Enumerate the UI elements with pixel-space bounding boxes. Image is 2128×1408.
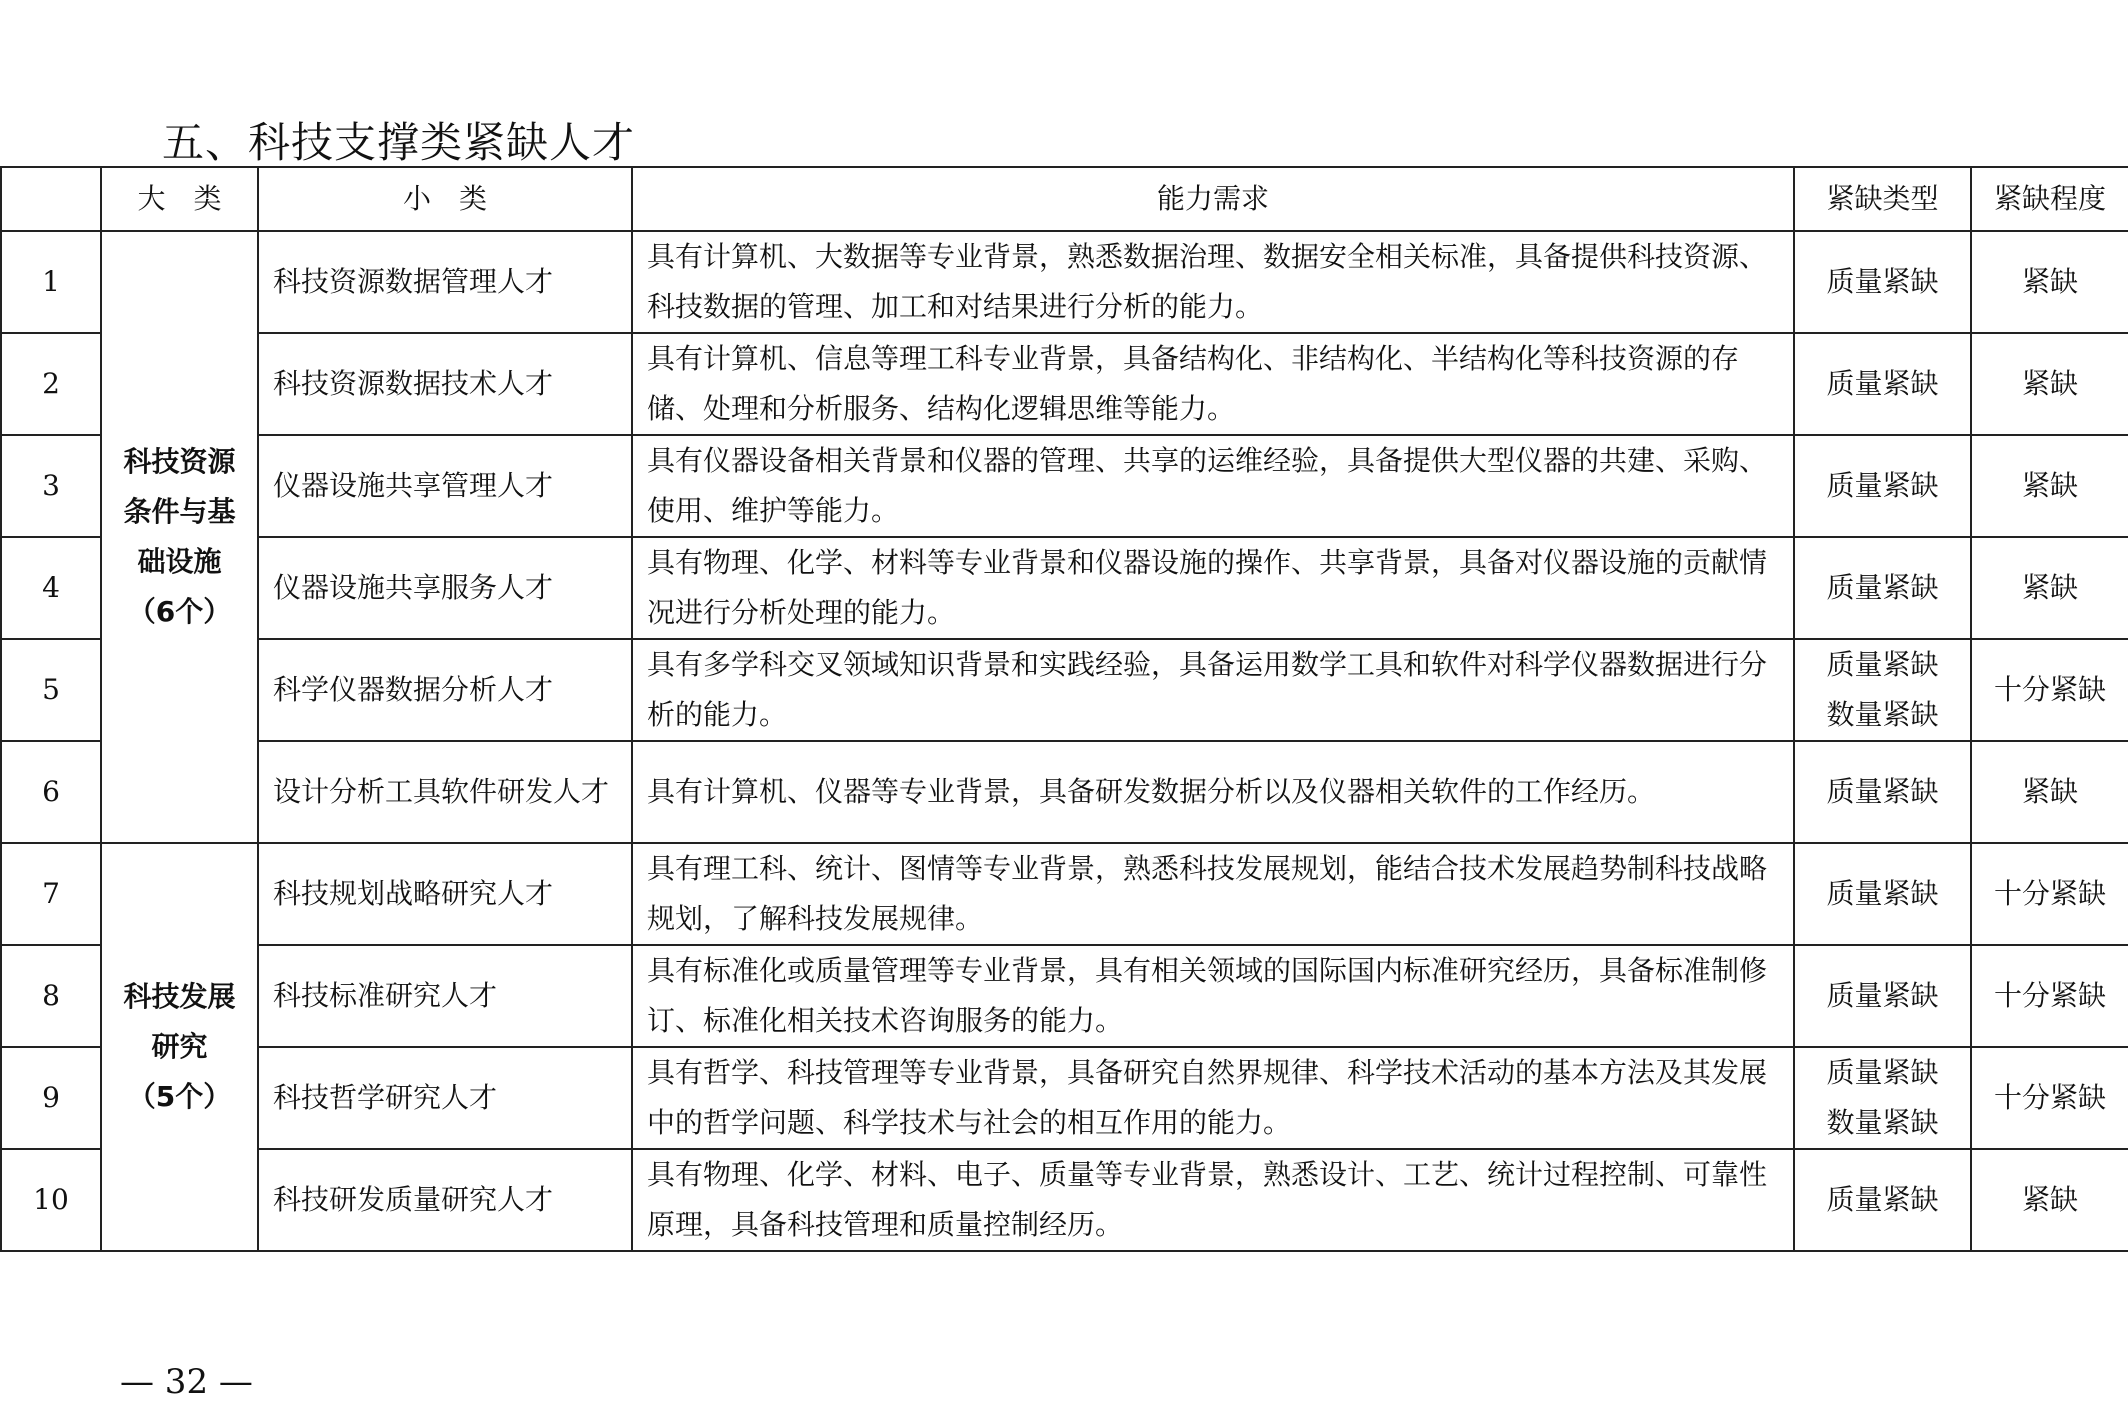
- shortage-type-cell: [1794, 1047, 1971, 1149]
- table-row: [1, 333, 2128, 435]
- shortage-type-label: 数量紧缺: [1826, 1106, 1939, 1139]
- requirement-cell: 具有物理、化学、材料、电子、质量等专业背景，熟悉设计、工艺、统计过程控制、可靠性原理，具备科技管理和质量控制经历。: [632, 1149, 1794, 1251]
- row-number: 8: [1, 945, 101, 1047]
- row-number: 1: [1, 231, 101, 333]
- row-number: 3: [1, 435, 101, 537]
- shortage-type-label: 质量紧缺: [1826, 877, 1939, 910]
- section-title: 五、科技支撑类紧缺人才: [162, 118, 636, 167]
- subcategory-cell: 科学仪器数据分析人才: [258, 639, 632, 741]
- requirement-cell: 具有物理、化学、材料等专业背景和仪器设施的操作、共享背景，具备对仪器设施的贡献情况进行分析处理的能力。: [632, 537, 1794, 639]
- shortage-type-label: 质量紧缺: [1826, 1183, 1939, 1216]
- category-cell: [101, 231, 258, 843]
- table-body: [1, 231, 2128, 1251]
- table-row: [1, 1149, 2128, 1251]
- shortage-type-label: 数量紧缺: [1826, 698, 1939, 731]
- table-row: [1, 1047, 2128, 1149]
- category-cell: [101, 843, 258, 1251]
- shortage-type-label: 质量紧缺: [1826, 571, 1939, 604]
- subcategory-cell: 科技资源数据管理人才: [258, 231, 632, 333]
- header-shortage-level: 紧缺程度: [1971, 167, 2128, 231]
- header-shortage-type: 紧缺类型: [1794, 167, 1971, 231]
- header-requirement: 能力需求: [632, 167, 1794, 231]
- shortage-type-cell: [1794, 1149, 1971, 1251]
- category-line: 础设施: [137, 545, 222, 578]
- requirement-cell: 具有仪器设备相关背景和仪器的管理、共享的运维经验，具备提供大型仪器的共建、采购、使用、维护等能力。: [632, 435, 1794, 537]
- subcategory-cell: 科技研发质量研究人才: [258, 1149, 632, 1251]
- subcategory-cell: 科技资源数据技术人才: [258, 333, 632, 435]
- shortage-level-cell: 紧缺: [1971, 537, 2128, 639]
- shortage-level-cell: 十分紧缺: [1971, 1047, 2128, 1149]
- requirement-cell: 具有哲学、科技管理等专业背景，具备研究自然界规律、科学技术活动的基本方法及其发展中的哲学问题、科学技术与社会的相互作用的能力。: [632, 1047, 1794, 1149]
- header-subcategory: 小 类: [258, 167, 632, 231]
- table-row: [1, 945, 2128, 1047]
- subcategory-cell: 设计分析工具软件研发人才: [258, 741, 632, 843]
- subcategory-cell: 科技规划战略研究人才: [258, 843, 632, 945]
- row-number: 10: [1, 1149, 101, 1251]
- shortage-level-cell: 十分紧缺: [1971, 639, 2128, 741]
- row-number: 4: [1, 537, 101, 639]
- row-number: 5: [1, 639, 101, 741]
- requirement-cell: 具有计算机、仪器等专业背景，具备研发数据分析以及仪器相关软件的工作经历。: [632, 741, 1794, 843]
- table-row: [1, 435, 2128, 537]
- shortage-level-cell: 紧缺: [1971, 1149, 2128, 1251]
- shortage-type-label: 质量紧缺: [1826, 648, 1939, 681]
- shortage-type-cell: [1794, 231, 1971, 333]
- requirement-cell: 具有计算机、大数据等专业背景，熟悉数据治理、数据安全相关标准，具备提供科技资源、科技数据的管理、加工和对结果进行分析的能力。: [632, 231, 1794, 333]
- table-row: [1, 537, 2128, 639]
- shortage-type-cell: [1794, 333, 1971, 435]
- shortage-level-cell: 紧缺: [1971, 333, 2128, 435]
- page-number: — 32 —: [120, 1362, 253, 1402]
- category-line: （6个）: [127, 595, 232, 628]
- shortage-level-cell: 十分紧缺: [1971, 945, 2128, 1047]
- subcategory-cell: 科技哲学研究人才: [258, 1047, 632, 1149]
- shortage-type-cell: [1794, 639, 1971, 741]
- category-line: 科技资源: [123, 445, 236, 478]
- shortage-level-cell: 紧缺: [1971, 435, 2128, 537]
- shortage-type-label: 质量紧缺: [1826, 979, 1939, 1012]
- shortage-type-cell: [1794, 537, 1971, 639]
- shortage-type-cell: [1794, 843, 1971, 945]
- header-category: 大 类: [101, 167, 258, 231]
- shortage-type-cell: [1794, 945, 1971, 1047]
- header-no: [1, 167, 101, 231]
- shortage-level-cell: 紧缺: [1971, 741, 2128, 843]
- shortage-type-label: 质量紧缺: [1826, 1056, 1939, 1089]
- shortage-type-cell: [1794, 741, 1971, 843]
- row-number: 2: [1, 333, 101, 435]
- shortage-level-cell: 紧缺: [1971, 231, 2128, 333]
- requirement-cell: 具有理工科、统计、图情等专业背景，熟悉科技发展规划，能结合技术发展趋势制科技战略规划，了解科技发展规律。: [632, 843, 1794, 945]
- row-number: 9: [1, 1047, 101, 1149]
- requirement-cell: 具有计算机、信息等理工科专业背景，具备结构化、非结构化、半结构化等科技资源的存储、处理和分析服务、结构化逻辑思维等能力。: [632, 333, 1794, 435]
- row-number: 7: [1, 843, 101, 945]
- table-row: [1, 231, 2128, 333]
- talent-table: [0, 166, 2128, 1252]
- table-row: [1, 843, 2128, 945]
- shortage-type-label: 质量紧缺: [1826, 469, 1939, 502]
- table-row: [1, 639, 2128, 741]
- row-number: 6: [1, 741, 101, 843]
- header-row: [1, 167, 2128, 231]
- category-line: （5个）: [127, 1080, 232, 1113]
- shortage-type-label: 质量紧缺: [1826, 775, 1939, 808]
- subcategory-cell: 仪器设施共享服务人才: [258, 537, 632, 639]
- shortage-type-cell: [1794, 435, 1971, 537]
- table-row: [1, 741, 2128, 843]
- subcategory-cell: 仪器设施共享管理人才: [258, 435, 632, 537]
- category-line: 研究: [151, 1030, 208, 1063]
- requirement-cell: 具有标准化或质量管理等专业背景，具有相关领域的国际国内标准研究经历，具备标准制修订、标准化相关技术咨询服务的能力。: [632, 945, 1794, 1047]
- subcategory-cell: 科技标准研究人才: [258, 945, 632, 1047]
- shortage-type-label: 质量紧缺: [1826, 265, 1939, 298]
- requirement-cell: 具有多学科交叉领域知识背景和实践经验，具备运用数学工具和软件对科学仪器数据进行分析的能力。: [632, 639, 1794, 741]
- shortage-type-label: 质量紧缺: [1826, 367, 1939, 400]
- category-line: 条件与基: [123, 495, 236, 528]
- shortage-level-cell: 十分紧缺: [1971, 843, 2128, 945]
- category-line: 科技发展: [123, 980, 236, 1013]
